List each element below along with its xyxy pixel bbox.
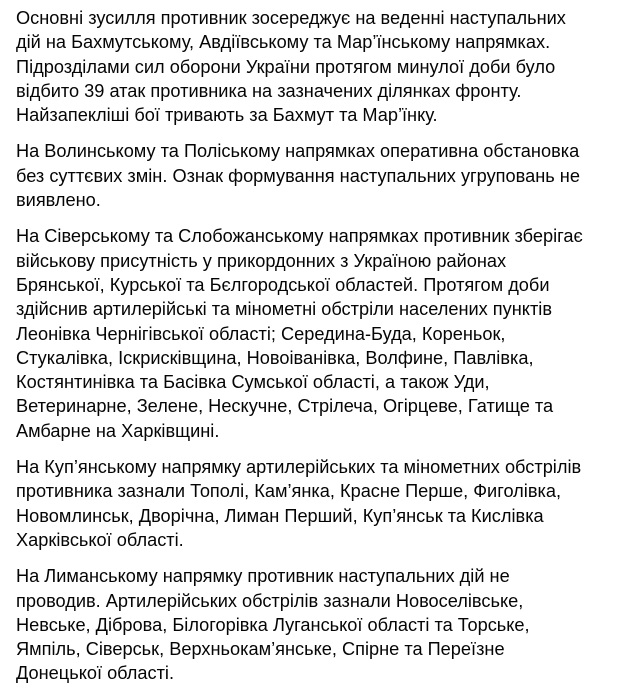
paragraph-volyn-polissia: На Волинському та Поліському напрямках оперативна обстановка без суттєвих змін. Ознак формування наступальних угруповань не виявлено.: [16, 141, 580, 211]
paragraph-lyman: На Лиманському напрямку противник наступальних дій не проводив. Артилерійських обстрілів зазнали Новоселівське, Невське, Діброва, Білогорівка Луганської області та Торське, Ямпіль, Сіверськ, Верхньокам’янське, Спірне та Переїзне Донецької області.: [16, 566, 530, 684]
paragraph-kupiansk: На Куп’янському напрямку артилерійських та мінометних обстрілів противника зазнали Тополі, Кам’янка, Красне Перше, Фиголівка, Новомлинськ, Дворічна, Лиман Перший, Куп’янськ та Кислівка Харківської області.: [16, 457, 582, 550]
paragraph-siversk-slobozhansk: На Сіверському та Слобожанському напрямках противник зберігає військову присутність у прикордонних з Україною районах Брянської, Курської та Бєлгородської областей. Протягом доби здійснив артилерійські та мінометні обстріли населених пунктів Леонівка Чернігівської області; Середина-Буда, Кореньок, Стукалівка, Іскрисківщина, Новоіванівка, Волфине, Павлівка, Костянтинівка та Басівка Сумської області, а також Уди, Ветеринарне, Зелене, Нескучне, Стрілеча, Огірцеве, Гатище та Амбарне на Харківщині.: [16, 226, 583, 441]
post-body: [16, 6, 620, 698]
paragraph-main-efforts: Основні зусилля противник зосереджує на веденні наступальних дій на Бахмутському, Авдіївському та Мар’їнському напрямках. Підрозділами сил оборони України протягом минулої доби було відбито 39 атак противника на зазначених ділянках фронту. Найзапекліші бої тривають за Бахмут та Мар’їнку.: [16, 8, 566, 126]
